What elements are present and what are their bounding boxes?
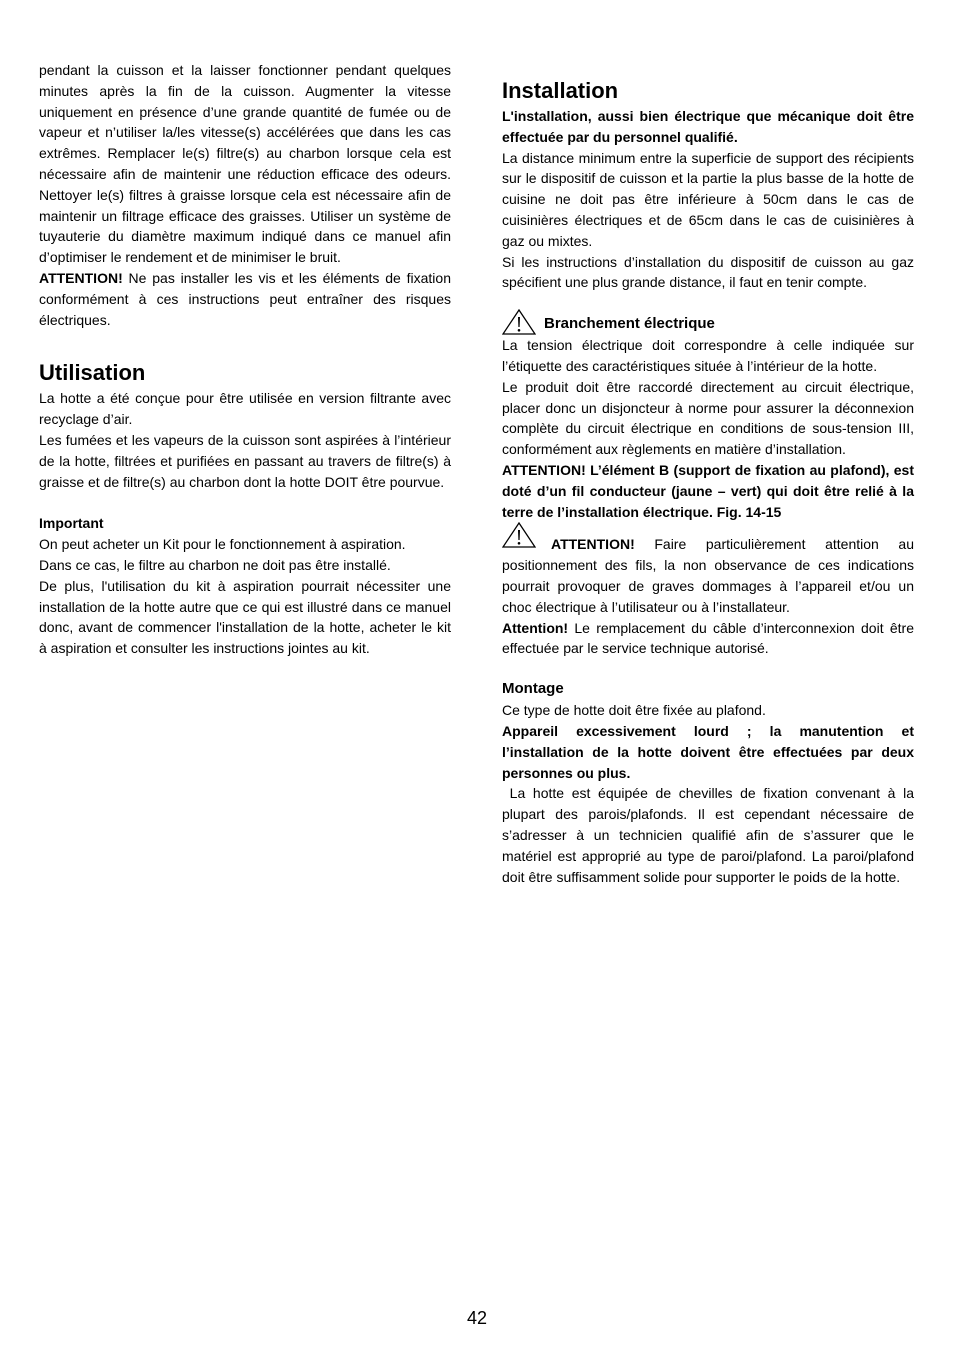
branchement-warning: ATTENTION! L’élément B (support de fixation au plafond), est doté d’un fil conducteur (jaune – vert) qui doit être relié à la terre de l’installation électrique. Fig. 14-15 — [502, 461, 914, 520]
utilisation-paragraph-2: Les fumées et les vapeurs de la cuisson sont aspirées à l’intérieur de la hotte, filtrées et purifiées en passant au travers de filtre(s) à graisse et de filtre(s) au charbon dont la hotte DOIT être pourvue. — [39, 431, 451, 490]
installation-paragraph-1: La distance minimum entre la superficie de support des récipients sur le dispositif de cuisson et la partie la plus basse de la hotte de cuisine ne doit pas être inférieure à 50cm dans le cas de cuisinières électriques et de 65cm dans le cas de cuisinières à gaz ou mixtes. — [502, 149, 914, 249]
branchement-heading: Branchement électrique — [544, 315, 715, 333]
important-paragraph-3: De plus, l'utilisation du kit à aspiration pourrait nécessiter une installation de la hotte autre que ce qui est illustré dans ce manuel donc, avant de commencer l'installation de la hotte, acheter le kit à aspiration et consulter les instructions jointes au kit. — [39, 577, 451, 657]
warning-triangle-icon — [502, 309, 536, 335]
important-paragraph-2: Dans ce cas, le filtre au charbon ne doit pas être installé. — [39, 556, 391, 573]
montage-line: Ce type de hotte doit être fixée au plafond. — [502, 702, 766, 719]
important-paragraph-1: On peut acheter un Kit pour le fonctionnement à aspiration. — [39, 536, 406, 553]
cable-attention-text: Le remplacement du câble d’interconnexion doit être effectuée par le service technique autorisé. — [502, 619, 914, 657]
installation-warning: L'installation, aussi bien électrique que mécanique doit être effectuée par du personnel qualifié. — [502, 108, 914, 145]
important-heading: Important — [39, 515, 104, 532]
fils-warning-label: ATTENTION! — [551, 536, 635, 553]
branchement-paragraph-2: Le produit doit être raccordé directement au circuit électrique, placer donc un disjoncteur à norme pour assurer la déconnexion complète du circuit électrique en conditions de sous-tension III, conformément aux règlements en matière d’installation. — [502, 378, 914, 458]
utilisation-heading: Utilisation — [39, 360, 146, 386]
montage-heading: Montage — [502, 680, 564, 698]
branchement-heading-row — [502, 309, 914, 335]
attention-paragraph — [39, 268, 451, 330]
attention-label: ATTENTION! — [39, 269, 123, 286]
fils-warning-text: Faire particulièrement attention au positionnement des fils, la non observance de ces indications pourrait provoquer de graves dommages à l’appareil et/ou un choc électrique à l’utilisateur ou à l’installateur. — [502, 536, 914, 615]
branchement-paragraph-1: La tension électrique doit correspondre à celle indiquée sur l’étiquette des caractéristiques située à l’intérieur de la hotte. — [502, 337, 914, 374]
page-number: 42 — [466, 1308, 488, 1328]
attention-text: Ne pas installer les vis et les éléments de fixation conformément à ces instructions peut entraîner des risques électriques. — [39, 269, 451, 328]
warning-triangle-icon — [502, 522, 536, 548]
intro-paragraph: pendant la cuisson et la laisser fonctionner pendant quelques minutes après la fin de la cuisson. Augmenter la vitesse uniquement en présence d’une grande quantité de fumée ou de vapeur et n’utiliser la/les vitesse(s) accélérées que dans les cas extrêmes. Remplacer le(s) filtre(s) au charbon lorsque cela est nécessaire afin de maintenir une réduction efficace des odeurs. Nettoyer le(s) filtres à graisse lorsque cela est nécessaire afin de maintenir un filtrage efficace des graisses. Utiliser un système de tuyauterie du diamètre maximum indiqué dans ce manuel afin d’optimiser le rendement et de minimiser le bruit. — [39, 62, 451, 266]
fils-warning-block — [502, 528, 914, 617]
utilisation-paragraph-1: La hotte a été conçue pour être utilisée en version filtrante avec recyclage d’air. — [39, 390, 451, 428]
fils-warning-paragraph — [502, 528, 914, 617]
montage-paragraph: La hotte est équipée de chevilles de fixation convenant à la plupart des parois/plafonds. Il est cependant nécessaire de s’adresser à un technicien qualifié afin de s’assurer que le matériel est approprié au type de paroi/plafond. La paroi/plafond doit être suffisamment solide pour supporter le poids de la hotte. — [502, 785, 918, 885]
installation-heading: Installation — [502, 78, 619, 103]
cable-attention-label: Attention! — [502, 619, 569, 636]
right-column — [502, 60, 918, 887]
installation-paragraph-2: Si les instructions d’installation du dispositif de cuisson au gaz spécifient une plus grande distance, il faut en tenir compte. — [502, 253, 914, 291]
montage-warning: Appareil excessivement lourd ; la manutention et l’installation de la hotte doivent être effectuées par deux personnes ou plus. — [502, 722, 914, 781]
cable-attention-paragraph — [502, 618, 914, 660]
left-column — [39, 60, 451, 659]
